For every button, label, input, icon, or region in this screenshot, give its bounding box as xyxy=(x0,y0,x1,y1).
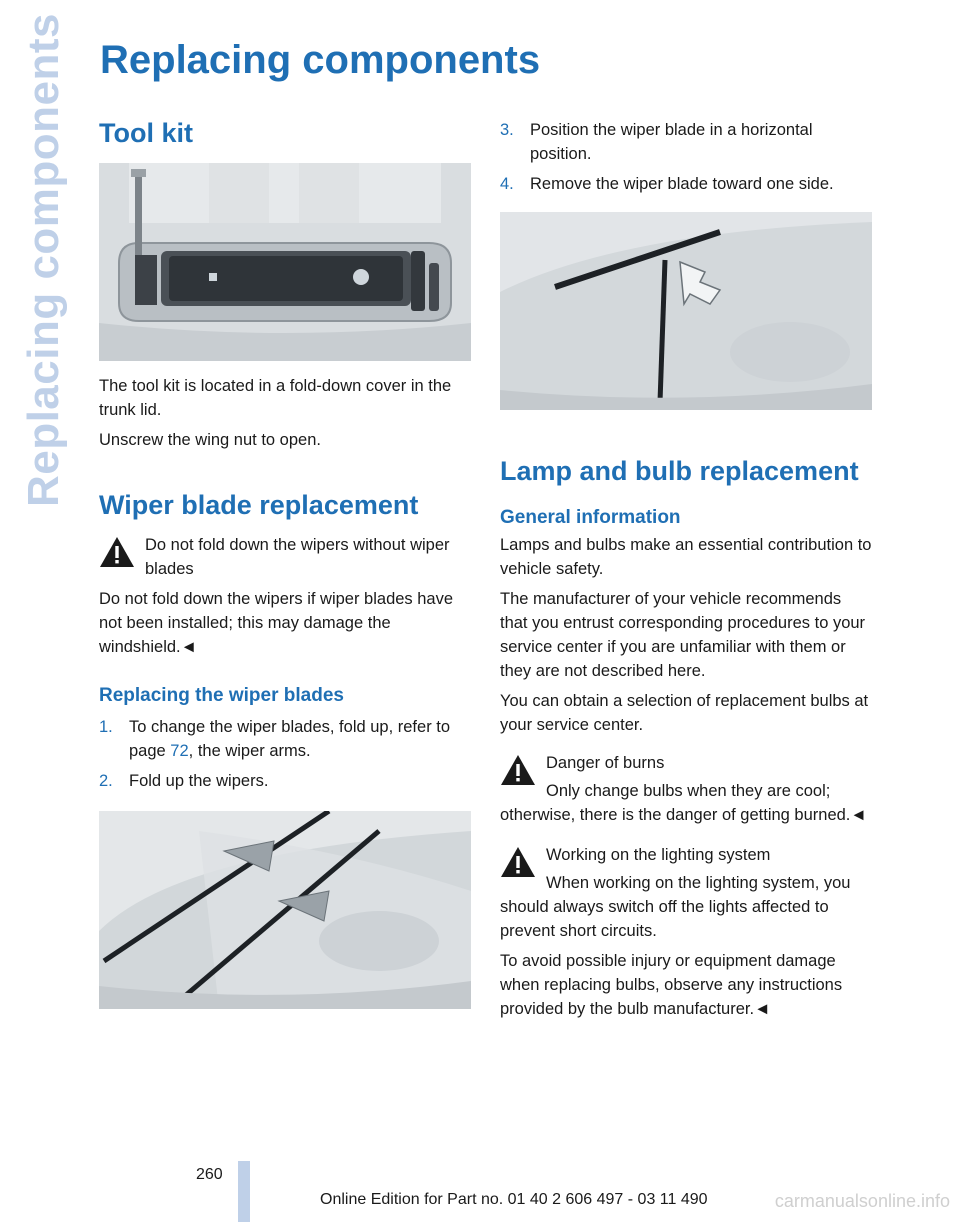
left-column xyxy=(99,118,471,1009)
wiper-warning-body: Do not fold down the wipers if wiper blades have not been installed; this may damage the windshield.◄ xyxy=(99,590,454,656)
lighting-warning-title: Working on the lighting system xyxy=(546,846,771,864)
step-number: 3. xyxy=(500,121,514,139)
edition-note: Online Edition for Part no. 01 40 2 606 497 - 03 11 490 xyxy=(320,1191,708,1208)
side-chapter-title: Replacing components xyxy=(19,12,69,508)
general-information-heading: General information xyxy=(500,507,681,528)
wiper-steps-right xyxy=(500,118,872,196)
wipers-folded-image xyxy=(99,811,471,1009)
step-text: Fold up the wipers. xyxy=(129,772,269,790)
tool-kit-text-2: Unscrew the wing nut to open. xyxy=(99,431,321,449)
page-number: 260 xyxy=(196,1166,223,1183)
right-column xyxy=(500,118,872,1021)
lighting-warning-body: When working on the lighting system, you should always switch off the lights affected to prevent short circuits. xyxy=(500,874,851,940)
wiper-warning-title: Do not fold down the wipers without wiper blades xyxy=(145,536,450,578)
lamp-text-4: To avoid possible injury or equipment damage when replacing bulbs, observe any instructions provided by the bulb manufacturer.◄ xyxy=(500,952,843,1018)
step-2 xyxy=(99,769,471,793)
step-1 xyxy=(99,715,471,763)
wiper-heading: Wiper blade replacement xyxy=(99,490,419,520)
step-text: Remove the wiper blade toward one side. xyxy=(530,175,834,193)
lamp-text-3: You can obtain a selection of replacement bulbs at your service center. xyxy=(500,692,869,734)
tool-kit-image xyxy=(99,163,471,361)
warning-triangle-icon xyxy=(500,754,536,786)
footer-rule xyxy=(238,1161,250,1222)
lighting-warning xyxy=(500,843,872,867)
step-text-end: , the wiper arms. xyxy=(188,742,311,760)
burn-warning-title: Danger of burns xyxy=(546,754,665,772)
page-title: Replacing components xyxy=(100,38,541,82)
burn-warning-body: Only change bulbs when they are cool; otherwise, there is the danger of getting burned.◄ xyxy=(500,782,867,824)
wiper-blade-removal-image xyxy=(500,212,872,410)
page-reference-link[interactable]: 72 xyxy=(170,742,189,760)
step-number: 2. xyxy=(99,772,113,790)
step-text: To change the wiper blades, fold up, refer to page xyxy=(129,718,451,760)
warning-triangle-icon xyxy=(99,536,135,568)
step-3 xyxy=(500,118,872,166)
warning-triangle-icon xyxy=(500,846,536,878)
wiper-warning xyxy=(99,533,471,581)
step-text: Position the wiper blade in a horizontal position. xyxy=(530,121,813,163)
lamp-text-2: The manufacturer of your vehicle recommends that you entrust corresponding procedures to your service center if you are unfamiliar with them or they are not described here. xyxy=(500,590,866,680)
tool-kit-text-1: The tool kit is located in a fold-down cover in the trunk lid. xyxy=(99,377,452,419)
watermark: carmanualsonline.info xyxy=(774,1191,950,1211)
step-number: 4. xyxy=(500,175,514,193)
step-number: 1. xyxy=(99,718,113,736)
step-4 xyxy=(500,172,872,196)
replacing-wiper-blades-heading: Replacing the wiper blades xyxy=(99,685,344,706)
wiper-steps-left xyxy=(99,715,471,793)
burn-warning xyxy=(500,751,872,775)
tool-kit-heading: Tool kit xyxy=(99,118,193,148)
lamp-text-1: Lamps and bulbs make an essential contribution to vehicle safety. xyxy=(500,536,872,578)
lamp-heading: Lamp and bulb replacement xyxy=(500,456,859,486)
